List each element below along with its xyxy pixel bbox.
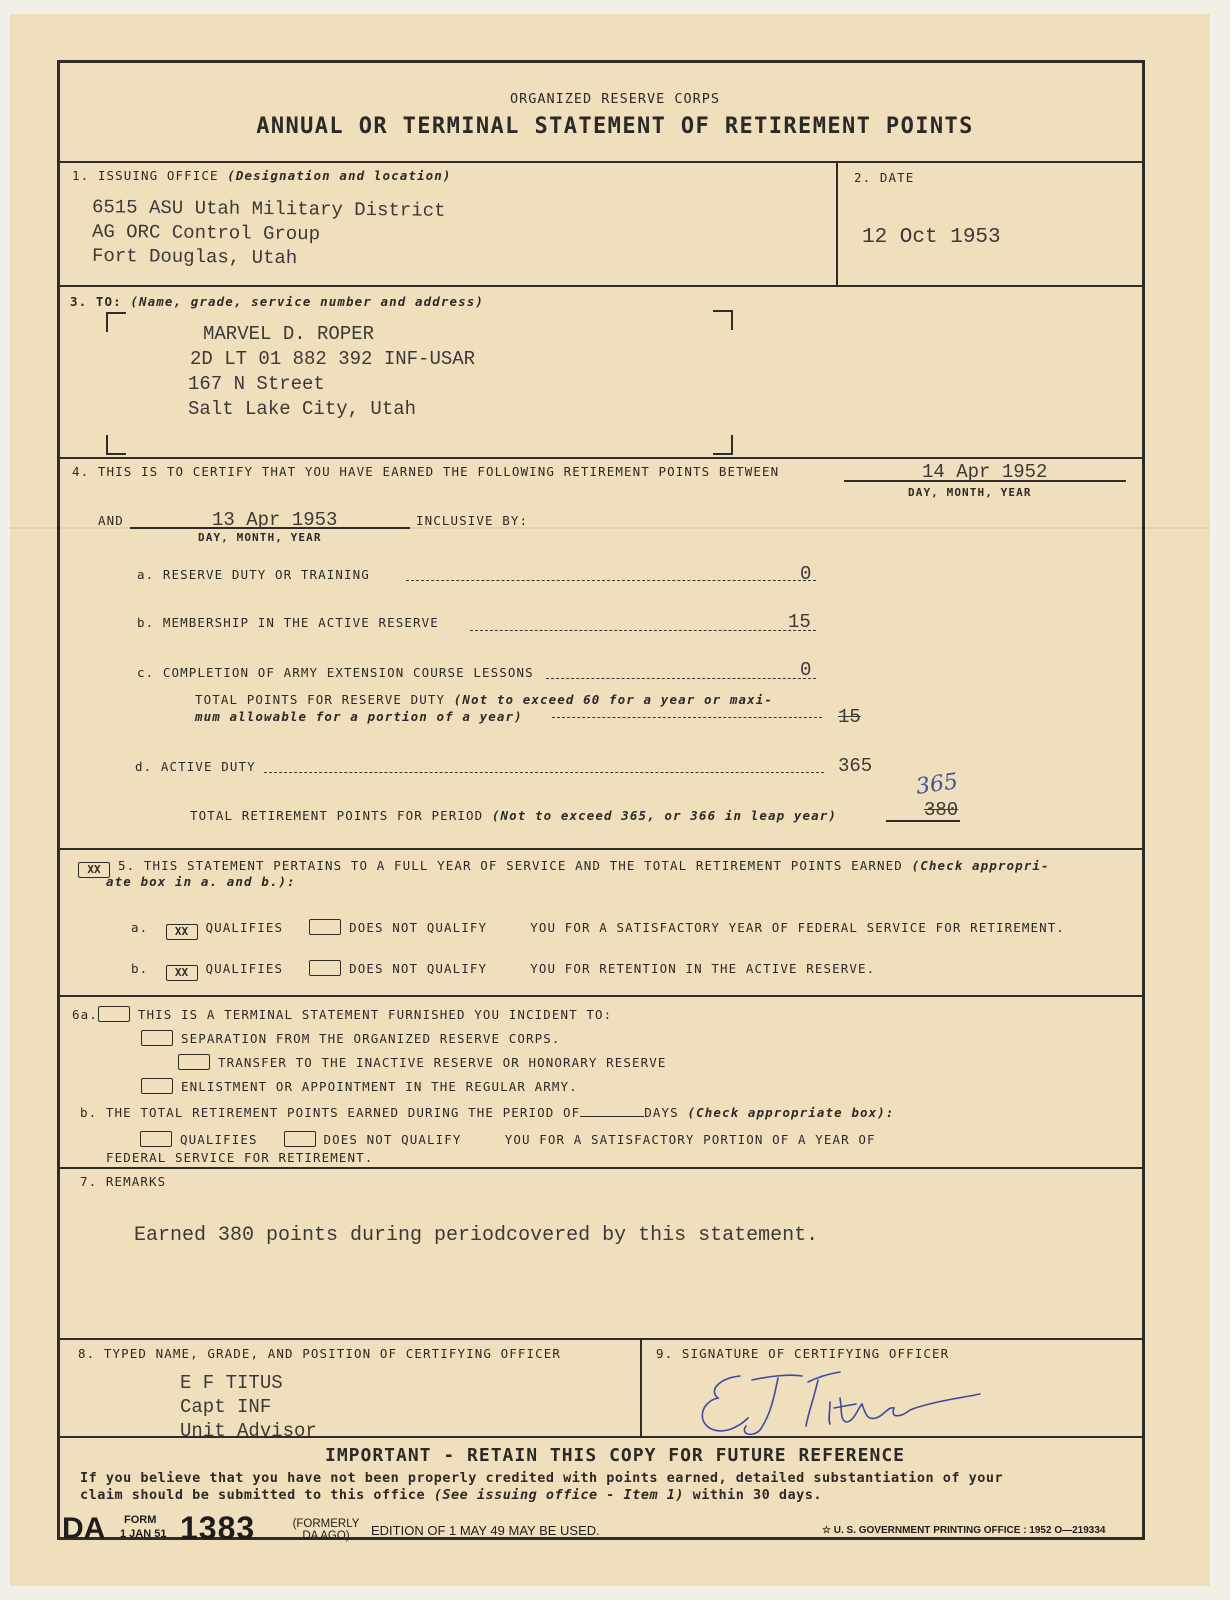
item6b-does-not-checkbox[interactable] (284, 1131, 316, 1147)
addressee-street: 167 N Street (188, 373, 325, 395)
total-reserve-value: 15 (838, 706, 861, 728)
footer-da: DA (62, 1512, 106, 1545)
officer-name: E F TITUS (180, 1372, 283, 1394)
officer-grade: Capt INF (180, 1396, 272, 1418)
membership-label: b. MEMBERSHIP IN THE ACTIVE RESERVE (137, 615, 439, 630)
item5-text: XX 5. THIS STATEMENT PERTAINS TO A FULL YEAR OF SERVICE AND THE TOTAL RETIREMENT POINTS EARNED (Check appropri- (80, 858, 1050, 878)
and-label: AND (98, 513, 124, 528)
item2-label: 2. DATE (854, 170, 915, 185)
rule-5 (59, 995, 1143, 997)
to-date-caption: DAY, MONTH, YEAR (198, 531, 322, 544)
window-corner-tr (713, 310, 733, 330)
item6-opt2: TRANSFER TO THE INACTIVE RESERVE OR HONORARY RESERVE (178, 1054, 667, 1070)
important-line-1: If you believe that you have not been properly credited with points earned, detailed substantiation of your (80, 1470, 1004, 1486)
active-duty-value: 365 (838, 755, 873, 777)
rule-4 (59, 848, 1143, 850)
extension-course-value: 0 (800, 659, 812, 681)
signature (690, 1368, 990, 1440)
footer-form: FORM (124, 1514, 157, 1526)
rule-3 (59, 457, 1143, 459)
item6b-text: b. THE TOTAL RETIREMENT POINTS EARNED DURING THE PERIOD OF DAYS (Check appropriate box): (80, 1105, 895, 1120)
important-title: IMPORTANT - RETAIN THIS COPY FOR FUTURE REFERENCE (324, 1445, 905, 1466)
item6a-row: 6a. THIS IS A TERMINAL STATEMENT FURNISHED YOU INCIDENT TO: (72, 1007, 613, 1022)
total-reserve-label: TOTAL POINTS FOR RESERVE DUTY (Not to exceed 60 for a year or maxi- (195, 692, 773, 707)
rule-7 (59, 1338, 1143, 1340)
addressee-city: Salt Lake City, Utah (188, 398, 417, 420)
issuing-office-line-2: AG ORC Control Group (91, 220, 321, 246)
rule-v-signature (640, 1339, 642, 1437)
window-corner-tl (106, 312, 126, 332)
footer-formerly: (FORMERLY DA AGO) (292, 1518, 360, 1542)
addressee-grade: 2D LT 01 882 392 INF-USAR (190, 348, 476, 370)
window-corner-br (713, 435, 733, 455)
item6a-checkbox[interactable] (98, 1006, 130, 1022)
item5a-row: a. XX QUALIFIES DOES NOT QUALIFY YOU FOR A SATISFACTORY YEAR OF FEDERAL SERVICE FOR RETIREMENT. (131, 920, 1066, 938)
inclusive-label: INCLUSIVE BY: (416, 513, 529, 528)
extension-course-label: c. COMPLETION OF ARMY EXTENSION COURSE LESSONS (137, 665, 534, 680)
membership-leader (470, 630, 816, 631)
to-date: 13 Apr 1953 (212, 509, 338, 531)
footer-form-date: 1 JAN 51 (120, 1528, 167, 1540)
issuing-office-line-3: Fort Douglas, Utah (91, 244, 298, 270)
from-date-caption: DAY, MONTH, YEAR (908, 486, 1032, 499)
reserve-duty-value: 0 (800, 563, 812, 585)
enlistment-checkbox[interactable] (141, 1078, 173, 1094)
extension-course-leader (546, 678, 816, 679)
reserve-duty-label: a. RESERVE DUTY OR TRAINING (137, 567, 370, 582)
form-title: ANNUAL OR TERMINAL STATEMENT OF RETIREMENT POINTS (256, 114, 974, 139)
total-period-label: TOTAL RETIREMENT POINTS FOR PERIOD (Not to exceed 365, or 366 in leap year) (190, 808, 837, 823)
rule-v-date (836, 162, 838, 286)
separation-checkbox[interactable] (141, 1030, 173, 1046)
item5a-qualifies-checkbox[interactable]: XX (166, 924, 198, 940)
active-duty-label: d. ACTIVE DUTY (135, 759, 256, 774)
from-date: 14 Apr 1952 (922, 461, 1048, 483)
total-period-correction: 365 (914, 769, 960, 800)
active-duty-leader (264, 772, 824, 773)
item6b-row-2: FEDERAL SERVICE FOR RETIREMENT. (106, 1150, 374, 1165)
rule-2 (59, 285, 1143, 287)
item5-checkbox[interactable]: XX (78, 862, 110, 878)
transfer-checkbox[interactable] (178, 1054, 210, 1070)
footer-number: 1383 (180, 1510, 256, 1546)
item1-label: 1. ISSUING OFFICE (Designation and location) (72, 168, 452, 183)
item6-opt1: SEPARATION FROM THE ORGANIZED RESERVE CORPS. (141, 1030, 561, 1046)
item7-label: 7. REMARKS (80, 1174, 167, 1189)
total-period-value: 380 (924, 799, 959, 821)
item8-label: 8. TYPED NAME, GRADE, AND POSITION OF CERTIFYING OFFICER (78, 1346, 562, 1361)
addressee-name: MARVEL D. ROPER (203, 323, 375, 345)
item6b-row: QUALIFIES DOES NOT QUALIFY YOU FOR A SATISFACTORY PORTION OF A YEAR OF (140, 1131, 876, 1147)
remarks-text: Earned 380 points during periodcovered by this statement. (134, 1224, 819, 1247)
item5b-does-not-checkbox[interactable] (309, 960, 341, 976)
important-line-2: claim should be submitted to this office (See issuing office - Item 1) within 30 days. (80, 1487, 823, 1503)
item5-hint: ate box in a. and b.): (106, 874, 296, 889)
item5b-row: b. XX QUALIFIES DOES NOT QUALIFY YOU FOR RETENTION IN THE ACTIVE RESERVE. (131, 961, 876, 979)
total-reserve-leader (552, 717, 822, 718)
footer-printing: ☆ U. S. GOVERNMENT PRINTING OFFICE : 1952 O—219334 (822, 1525, 1106, 1536)
item9-label: 9. SIGNATURE OF CERTIFYING OFFICER (656, 1346, 950, 1361)
item5a-does-not-checkbox[interactable] (309, 919, 341, 935)
rule-6 (59, 1167, 1143, 1169)
item5b-qualifies-checkbox[interactable]: XX (166, 965, 198, 981)
footer-edition: EDITION OF 1 MAY 49 MAY BE USED. (371, 1523, 600, 1538)
date-value: 12 Oct 1953 (862, 226, 1001, 249)
total-reserve-label-2: mum allowable for a portion of a year) (195, 709, 523, 724)
corps-title: ORGANIZED RESERVE CORPS (510, 91, 720, 107)
item3-label: 3. TO: (Name, grade, service number and address) (70, 294, 485, 309)
window-corner-bl (106, 435, 126, 455)
officer-position: Unit Advisor (180, 1420, 317, 1437)
membership-value: 15 (788, 611, 811, 633)
item6b-qualifies-checkbox[interactable] (140, 1131, 172, 1147)
form-frame (57, 60, 1145, 1540)
item6-opt3: ENLISTMENT OR APPOINTMENT IN THE REGULAR ARMY. (141, 1078, 578, 1094)
rule-1 (59, 161, 1143, 163)
reserve-duty-leader (406, 580, 816, 581)
item4-certify: 4. THIS IS TO CERTIFY THAT YOU HAVE EARNED THE FOLLOWING RETIREMENT POINTS BETWEEN (72, 464, 780, 479)
issuing-office-line-1: 6515 ASU Utah Military District (91, 196, 446, 222)
